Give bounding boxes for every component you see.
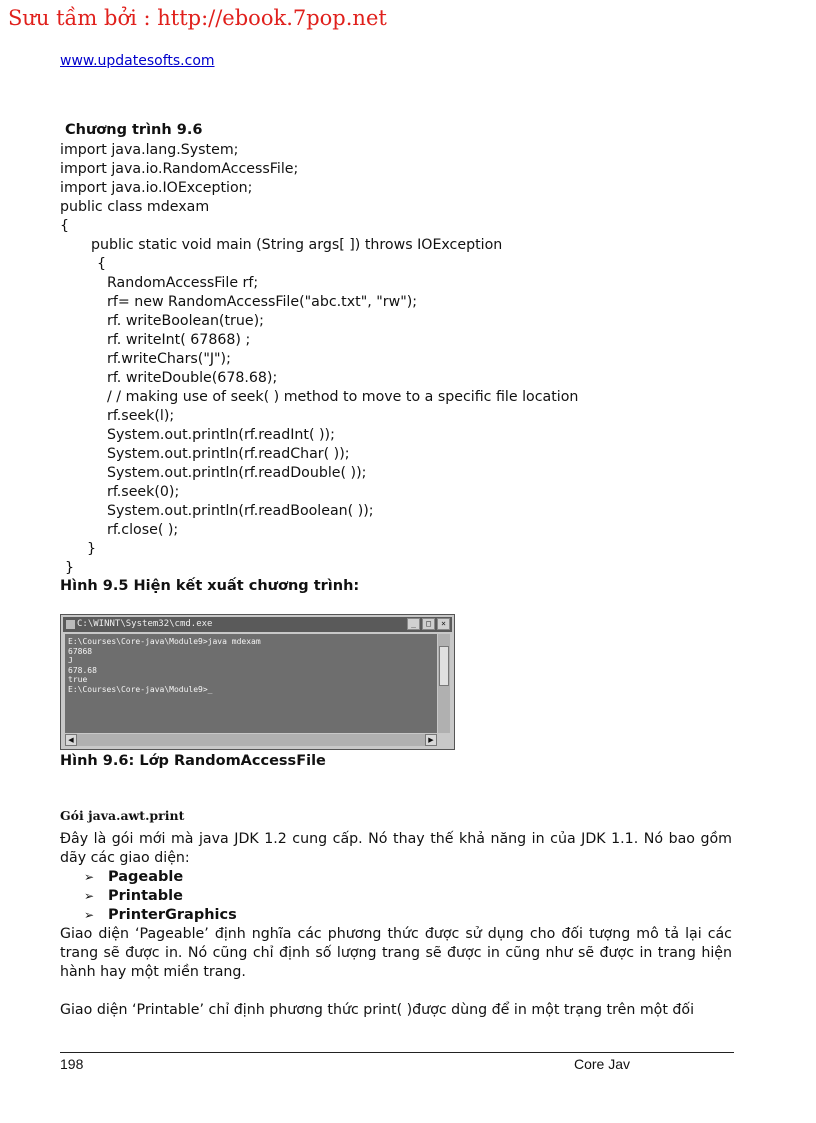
console-window-title: C:\WINNT\System32\cmd.exe — [77, 619, 213, 629]
watermark-text: Sưu tầm bởi : http://ebook.7pop.net — [8, 6, 387, 30]
console-line: J — [68, 656, 73, 665]
code-line: { — [60, 218, 70, 234]
section-heading: Gói java.awt.print — [60, 808, 185, 823]
footer-divider — [60, 1052, 734, 1053]
scroll-right-icon: ▶ — [425, 734, 437, 746]
site-link[interactable]: www.updatesofts.com — [60, 53, 215, 69]
code-line: rf.seek(0); — [107, 484, 180, 500]
console-vertical-scrollbar — [438, 634, 450, 733]
book-title: Core Jav — [574, 1056, 631, 1072]
minimize-icon: _ — [407, 618, 420, 630]
console-screenshot — [60, 614, 455, 750]
printable-paragraph: Giao diện ‘Printable’ chỉ định phương thức print( )được dùng để in một trạng trên một đối — [60, 1002, 695, 1018]
console-titlebar — [63, 617, 452, 632]
code-line: rf.seek(l); — [107, 408, 175, 424]
code-line: rf.writeChars("J"); — [107, 351, 231, 367]
console-line: E:\Courses\Core-java\Module9>java mdexam — [68, 637, 261, 646]
code-line: RandomAccessFile rf; — [107, 275, 259, 291]
scroll-thumb — [439, 646, 449, 686]
code-line: rf. writeDouble(678.68); — [107, 370, 278, 386]
console-line: 678.68 — [68, 665, 97, 675]
interface-list — [84, 868, 237, 925]
list-item: ➢ Printable — [84, 888, 183, 904]
console-horizontal-scrollbar — [65, 734, 437, 746]
code-line: import java.lang.System; — [60, 142, 239, 158]
maximize-icon: □ — [422, 618, 435, 630]
code-line: public static void main (String args[ ]) throws IOException — [91, 237, 503, 253]
code-line: System.out.println(rf.readChar( )); — [107, 446, 350, 462]
code-line: } — [87, 541, 97, 557]
code-line: import java.io.RandomAccessFile; — [60, 161, 299, 177]
console-line: true — [68, 675, 88, 684]
console-line: 67868 — [68, 646, 93, 656]
code-line: rf. writeInt( 67868) ; — [107, 332, 251, 348]
console-output — [65, 634, 437, 733]
arrow-bullet-icon: ➢ — [84, 889, 95, 903]
figure-9-6-caption: Hình 9.6: Lớp RandomAccessFile — [60, 753, 326, 769]
console-window-icon — [66, 620, 75, 629]
code-line: System.out.println(rf.readDouble( )); — [107, 465, 367, 481]
code-line: System.out.println(rf.readBoolean( )); — [107, 503, 374, 519]
code-line: } — [65, 560, 75, 576]
code-line: System.out.println(rf.readInt( )); — [107, 427, 335, 443]
code-line: public class mdexam — [60, 199, 210, 215]
code-line: rf= new RandomAccessFile("abc.txt", "rw"); — [107, 294, 418, 310]
code-line: / / making use of seek( ) method to move to a specific file location — [107, 389, 579, 405]
code-line: rf. writeBoolean(true); — [107, 313, 264, 329]
page-number: 198 — [60, 1056, 84, 1072]
list-item: ➢ PrinterGraphics — [84, 907, 237, 923]
arrow-bullet-icon: ➢ — [84, 908, 95, 922]
pageable-paragraph: Giao diện ‘Pageable’ định nghĩa các phương thức được sử dụng cho đối tượng mô tả lại các trang sẽ được in. Nó cũng chỉ định số lượng trang sẽ được in cũng như sẽ được in trang hiện hành hay một miền trang. — [60, 926, 732, 980]
code-line: { — [97, 256, 107, 272]
scroll-left-icon: ◀ — [65, 734, 77, 746]
console-line: E:\Courses\Core-java\Module9>_ — [68, 684, 213, 694]
arrow-bullet-icon: ➢ — [84, 870, 95, 884]
code-line: rf.close( ); — [107, 522, 179, 538]
close-icon: × — [437, 618, 450, 630]
figure-9-5-caption: Hình 9.5 Hiện kết xuất chương trình: — [60, 578, 360, 594]
program-title: Chương trình 9.6 — [65, 122, 203, 138]
intro-paragraph: Đây là gói mới mà java JDK 1.2 cung cấp. Nó thay thế khả năng in của JDK 1.1. Nó bao gồm dãy các giao diện: — [60, 831, 732, 866]
list-item: ➢ Pageable — [84, 869, 184, 885]
code-line: import java.io.IOException; — [60, 180, 253, 196]
